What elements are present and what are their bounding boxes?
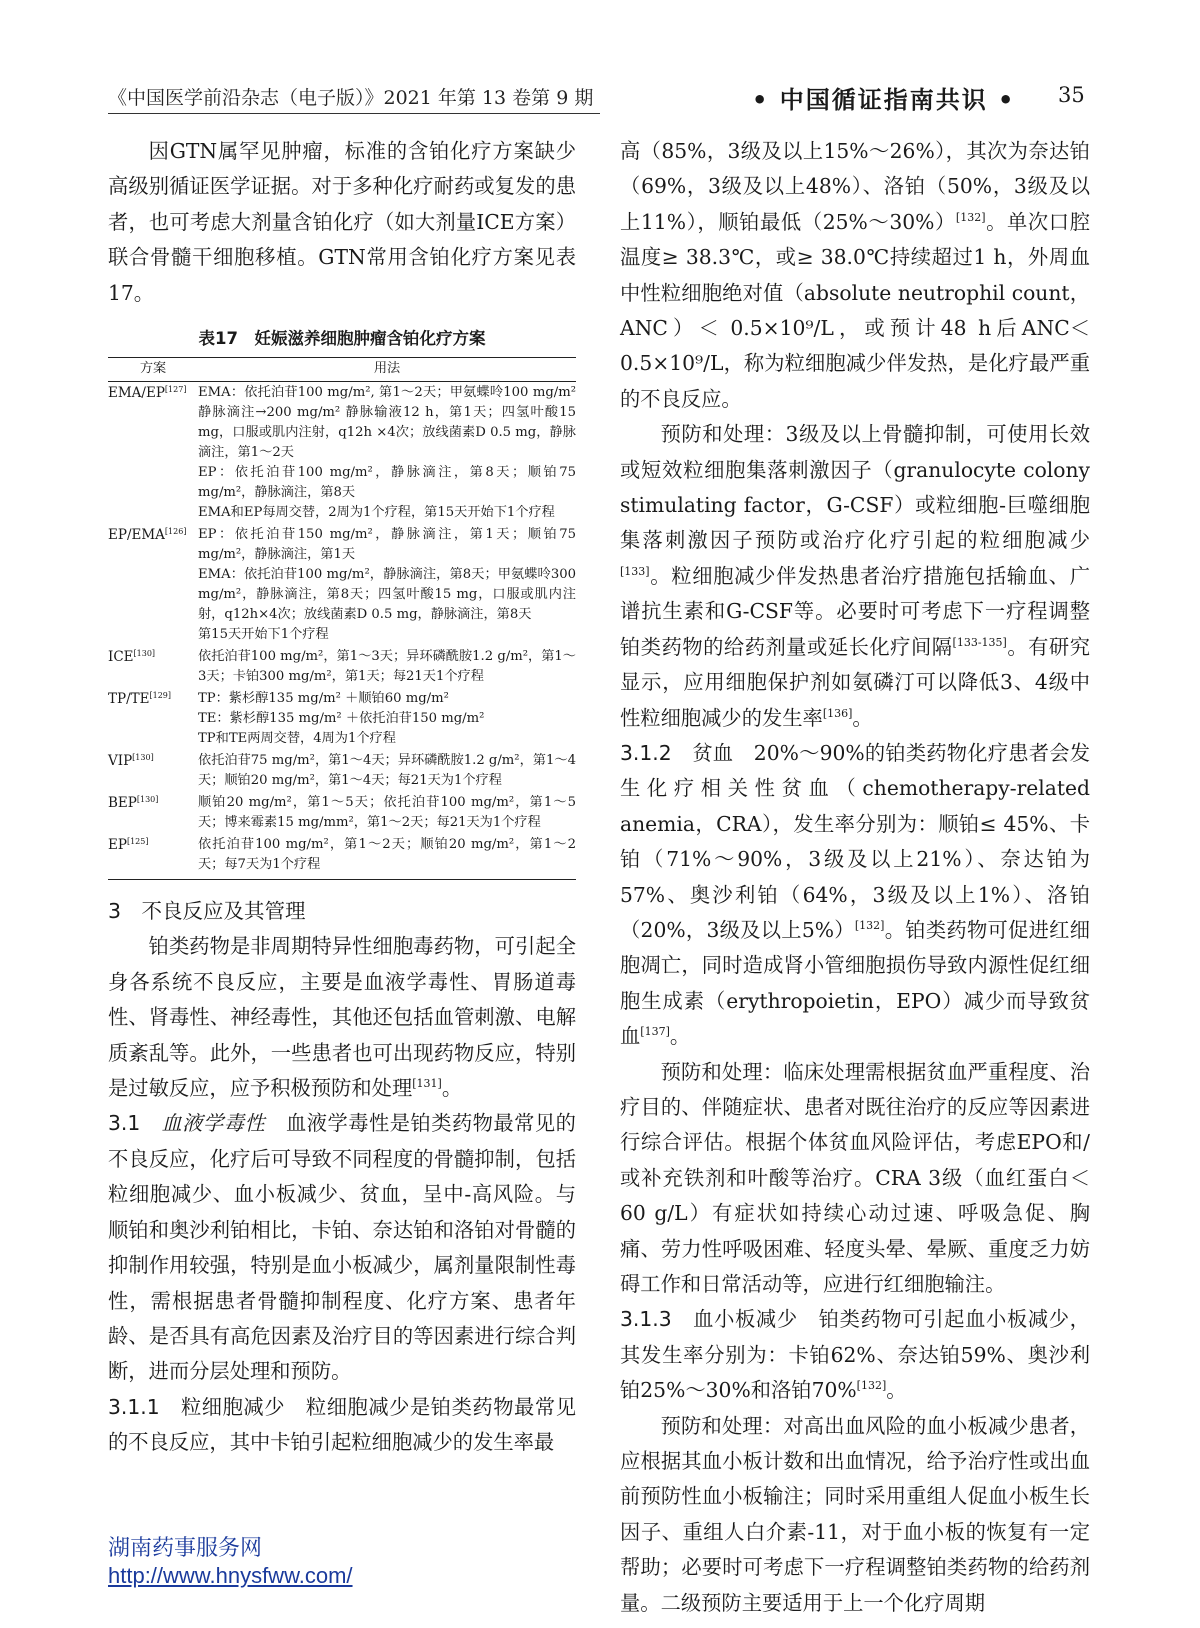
regimen-name: EP/EMA — [108, 527, 165, 544]
citation: [125] — [126, 837, 149, 847]
usage-line: 依托泊苷100 mg/m²，第1～3天；异环磷酰胺1.2 g/m²，第1～3天；卡铂300 mg/m²，第1天；每21天1个疗程 — [198, 649, 576, 685]
usage-cell — [198, 750, 576, 792]
usage-cell — [198, 646, 576, 688]
section-3-1-2-number: 3.1.2 — [620, 740, 672, 765]
neutropenia-continued-paragraph — [620, 134, 1090, 417]
regimen-name: EMA/EP — [108, 385, 165, 402]
regimen-cell — [108, 688, 198, 750]
regimen-name: VIP — [108, 753, 133, 770]
text: 预防和处理：3级及以上骨髓抑制，可使用长效或短效粒细胞集落刺激因子（granulocyte colony stimulating factor，G-CSF）或粒细胞-巨噬细胞集落刺激因子预防或治疗化疗引起的粒细胞减少 — [620, 422, 1090, 553]
usage-cell — [198, 792, 576, 834]
header-rule — [108, 113, 600, 114]
section-3-1-2-title: 贫血 — [692, 740, 734, 765]
table-row — [108, 792, 576, 834]
right-column — [620, 134, 1090, 1621]
section-3-paragraph: 铂类药物是非周期特异性细胞毒药物，可引起全身各系统不良反应，主要是血液学毒性、胃肠道毒性、肾毒性、神经毒性，其他还包括血管刺激、电解质紊乱等。此外，一些患者也可出现药物反应，特别是过敏反应，应予积极预防和处理[131]。 — [108, 934, 576, 1101]
table-row — [108, 688, 576, 750]
section-3-1-text: 血液学毒性是铂类药物最常见的不良反应，化疗后可导致不同程度的骨髓抑制，包括粒细胞减少、血小板减少、贫血，呈中-高风险。与顺铂和奥沙利铂相比，卡铂、奈达铂和洛铂对骨髓的抑制作用较强，特别是血小板减少，属剂量限制性毒性，需根据患者骨髓抑制程度、化疗方案、患者年龄、是否具有高危因素及治疗目的等因素进行综合判断，进而分层处理和预防。 — [108, 1111, 576, 1384]
usage-line: 依托泊苷75 mg/m²，第1～4天；异环磷酰胺1.2 g/m²，第1～4天；顺铂20 mg/m²，第1～4天；每21天为1个疗程 — [198, 753, 576, 789]
column-name: • 中国循证指南共识 • — [752, 86, 1016, 114]
table-caption: 表17 妊娠滋养细胞肿瘤含铂化疗方案 — [198, 329, 486, 349]
left-column — [108, 134, 576, 1461]
usage-line: 依托泊苷100 mg/m²，第1～2天；顺铂20 mg/m²，第1～2天；每7天为1个疗程 — [198, 837, 576, 873]
regimen-cell — [108, 524, 198, 646]
text: 铂类药物可引起血小板减少，其发生率分别为：卡铂62%、奈达铂59%、奥沙利铂25%～30%和洛铂70% — [620, 1307, 1090, 1403]
anemia-management-paragraph: 预防和处理：临床处理需根据贫血严重程度、治疗目的、伴随症状、患者对既往治疗的反应等因素进行综合评估。根据个体贫血风险评估，考虑EPO和/或补充铁剂和叶酸等治疗。CRA 3级（血红蛋白＜ 60 g/L）有症状如持续心动过速、呼吸急促、胸痛、劳力性呼吸困难、轻度头晕、晕厥、重度乏力妨碍工作和日常活动等，应进行红细胞输注。 — [620, 1059, 1090, 1296]
journal-title: 《中国医学前沿杂志（电子版）》2021 年第 13 卷第 9 期 — [108, 87, 594, 109]
section-3-title: 3 不良反应及其管理 — [108, 899, 306, 924]
usage-cell — [198, 524, 576, 646]
section-3-1-1-paragraph — [108, 1390, 576, 1461]
table-body — [108, 382, 576, 880]
section-3-text: 铂类药物是非周期特异性细胞毒药物，可引起全身各系统不良反应，主要是血液学毒性、胃肠道毒性、肾毒性、神经毒性，其他还包括血管刺激、电解质紊乱等。此外，一些患者也可出现药物反应，特别是过敏反应，应予积极预防和处理 — [108, 934, 576, 1101]
usage-line: EMA：依托泊苷100 mg/m²，静脉滴注，第8天；甲氨蝶呤300 mg/m²，静脉滴注，第8天；四氢叶酸15 mg，口服或肌内注射，q12h×4次；放线菌素D 0.5 mg，静脉滴注，第8天 — [198, 567, 576, 623]
text: 。 — [852, 705, 873, 730]
regimen-name: EP — [108, 837, 127, 854]
thrombocytopenia-management-paragraph: 预防和处理：对高出血风险的血小板减少患者，应根据其血小板计数和出血情况，给予治疗性或出血前预防性血小板输注；同时采用重组人促血小板生长因子、重组人白介素-11，对于血小板的恢复有一定帮助；必要时可考虑下一疗程调整铂类药物的给药剂量。二级预防主要适用于上一个化疗周期 — [620, 1413, 1090, 1615]
text: 。单次口腔温度≥ 38.3℃，或≥ 38.0℃持续超过1 h，外周血中性粒细胞绝对值（absolute neutrophil count，ANC）＜ 0.5×10⁹/L，或预计48 h后ANC＜ 0.5×10⁹/L，称为粒细胞减少伴发热，是化疗最严重的不良反应。 — [620, 209, 1090, 411]
table-header-usage: 用法 — [198, 358, 576, 382]
table-row — [108, 382, 576, 525]
usage-line: 第15天开始下1个疗程 — [198, 627, 329, 643]
intro-paragraph: 因GTN属罕见肿瘤，标准的含铂化疗方案缺少高级别循证医学证据。对于多种化疗耐药或复发的患者，也可考虑大剂量含铂化疗（如大剂量ICE方案）联合骨髓干细胞移植。GTN常用含铂化疗方案见表17。 — [108, 139, 576, 305]
usage-line: EMA和EP每周交替，2周为1个疗程，第15天开始下1个疗程 — [198, 505, 555, 521]
citation: [131] — [412, 1077, 442, 1091]
section-3-1-paragraph — [108, 1106, 576, 1389]
text: 高（85%，3级及以上15%～26%），其次为奈达铂（69%，3级及以上48%）、洛铂（50%，3级及以上11%），顺铂最低（25%～30%） — [620, 139, 1090, 234]
regimen-name: BEP — [108, 795, 137, 812]
section-3-1-1-number: 3.1.1 — [108, 1394, 160, 1419]
usage-line: EP：依托泊苷150 mg/m²，静脉滴注，第1天；顺铂75 mg/m²，静脉滴注，第1天 — [198, 527, 576, 563]
table-row — [108, 834, 576, 880]
citation: [132] — [856, 1379, 887, 1393]
regimen-name: ICE — [108, 649, 134, 666]
citation: [130] — [136, 795, 159, 805]
page-header — [0, 0, 1200, 120]
table-row — [108, 646, 576, 688]
text: 20%～90%的铂类药物化疗患者会发生化疗相关性贫血（chemotherapy-related anemia，CRA），发生率分别为：顺铂≤ 45%、卡铂（71%～90%，3级及以上21%）、奈达铂为57%、奥沙利铂（64%，3级及以上1%）、洛铂（20%，3级及以上5%） — [620, 740, 1090, 942]
regimen-cell — [108, 750, 198, 792]
page-number: 35 — [1058, 83, 1085, 107]
citation: [133-135] — [952, 635, 1007, 649]
section-3-1-3-number: 3.1.3 — [620, 1307, 672, 1332]
table-header-row — [108, 358, 576, 382]
table-row — [108, 524, 576, 646]
regimen-cell — [108, 646, 198, 688]
usage-line: EP：依托泊苷100 mg/m²，静脉滴注，第8天；顺铂75 mg/m²，静脉滴注，第8天 — [198, 465, 576, 501]
regimen-cell — [108, 792, 198, 834]
neutropenia-management-paragraph — [620, 417, 1090, 736]
text: 。有研究显示，应用细胞保护剂如氨磷汀可以降低3、4级中性粒细胞减少的发生率 — [620, 634, 1090, 730]
citation: [130] — [133, 649, 156, 659]
citation: [132] — [955, 210, 986, 224]
regimen-name: TP/TE — [108, 691, 150, 708]
text: 。铂类药物可促进红细胞凋亡，同时造成肾小管细胞损伤导致内源性促红细胞生成素（erythropoietin，EPO）减少而导致贫血 — [620, 917, 1090, 1049]
citation: [137] — [640, 1025, 670, 1039]
table-17 — [108, 325, 576, 880]
citation: [130] — [132, 753, 154, 763]
usage-line: 顺铂20 mg/m²，第1～5天；依托泊苷100 mg/m²，第1～5天；博来霉素15 mg/mm²，第1～2天；每21天为1个疗程 — [198, 795, 576, 831]
text: 。粒细胞减少伴发热患者治疗措施包括输血、广谱抗生素和G-CSF等。必要时可考虑下一疗程调整铂类药物的给药剂量或延长化疗间隔 — [620, 563, 1090, 659]
text: 。 — [669, 1024, 691, 1049]
citation: [127] — [164, 385, 187, 395]
citation: [133] — [620, 564, 650, 578]
section-3-1-2-paragraph — [620, 736, 1090, 1055]
section-3-1-3-paragraph — [620, 1302, 1090, 1408]
section-3-1-1-title: 粒细胞减少 — [180, 1394, 286, 1419]
usage-cell — [198, 688, 576, 750]
footer-site-name: 湖南药事服务网 — [108, 1536, 263, 1561]
usage-cell — [198, 382, 576, 525]
regimen-cell — [108, 382, 198, 525]
citation: [129] — [149, 691, 172, 701]
section-3-1-number: 3.1 — [108, 1111, 141, 1136]
usage-line: EMA：依托泊苷100 mg/m², 第1～2天；甲氨蝶呤100 mg/m² 静脉滴注→200 mg/m² 静脉输液12 h，第1天；四氢叶酸15 mg，口服或肌内注射，q12h ×4次；放线菌素D 0.5 mg，静脉滴注，第1～2天 — [198, 385, 576, 461]
citation: [126] — [164, 527, 187, 537]
citation: [136] — [822, 706, 853, 720]
text: 。 — [886, 1378, 907, 1403]
usage-cell — [198, 834, 576, 880]
regimen-cell — [108, 834, 198, 880]
usage-line: TE：紫杉醇135 mg/m² ＋依托泊苷150 mg/m² — [198, 711, 485, 727]
section-3-1-title: 血液学毒性 — [161, 1111, 266, 1136]
regimen-table — [108, 357, 576, 880]
table-row — [108, 750, 576, 792]
table-header-regimen: 方案 — [108, 358, 198, 382]
section-3-1-1-text: 粒细胞减少是铂类药物最常见的不良反应，其中卡铂引起粒细胞减少的发生率最 — [108, 1394, 576, 1455]
citation: [132] — [854, 918, 885, 932]
section-3-1-3-title: 血小板减少 — [693, 1307, 798, 1332]
usage-line: TP：紫杉醇135 mg/m² ＋顺铂60 mg/m² — [198, 691, 449, 707]
usage-line: TP和TE两周交替，4周为1个疗程 — [198, 731, 396, 747]
footer-url-link[interactable]: http://www.hnysfww.com/ — [108, 1563, 353, 1588]
